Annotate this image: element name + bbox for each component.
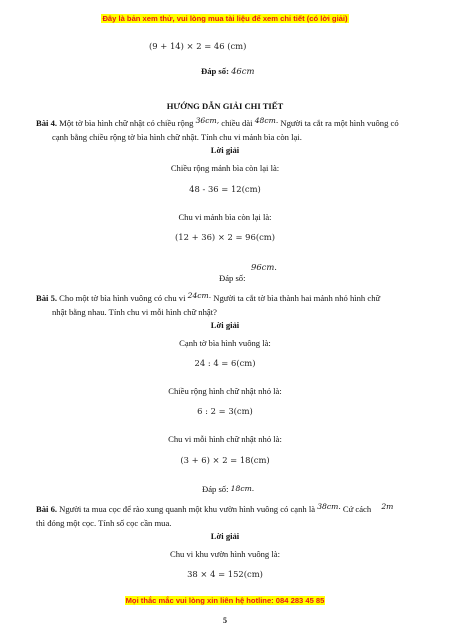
bai6-text-1: Người ta mua cọc để rào xung quanh một khu vườn hình vuông có cạnh là — [59, 504, 316, 514]
bai5-line2: nhật bằng nhau. Tính chu vi mỗi hình chữ nhật? — [52, 307, 217, 317]
top-expression: (9 + 14) × 2 = 46 (cm) — [149, 41, 247, 51]
bai4-step1-expr: 48 - 36 = 12(cm) — [189, 184, 261, 194]
bai4-step2-expr: (12 + 36) × 2 = 96(cm) — [174, 232, 276, 242]
bai4-step2-text: Chu vi mảnh bìa còn lại là: — [178, 212, 272, 222]
bai5-step1-text: Cạnh tờ bìa hình vuông là: — [179, 338, 271, 348]
bai5-solution-label: Lời giải — [210, 320, 240, 330]
bai6-text-2: Cứ cách — [342, 504, 372, 514]
bai5-step2-expr: 6 : 2 = 3(cm) — [197, 406, 253, 416]
bai5-label: Bài 5. — [36, 293, 58, 303]
top-answer-value: 46cm — [231, 66, 255, 76]
bai4-text-1: Một tờ bìa hình chữ nhật có chiều rộng — [59, 118, 194, 128]
bai5-answer-value: 18cm. — [230, 484, 255, 493]
bai6-step1-expr: 38 × 4 = 152(cm) — [187, 569, 263, 579]
bai5-answer-label: Đáp số: — [202, 484, 229, 494]
bai5-step1-expr: 24 : 4 = 6(cm) — [194, 358, 256, 368]
bai4-answer-value: 96cm. — [251, 262, 277, 272]
bai4-line1 — [36, 118, 399, 128]
top-answer — [201, 66, 254, 76]
bai5-step3-text: Chu vi mỗi hình chữ nhật nhỏ là: — [168, 434, 282, 444]
bai4-line2: cạnh bằng chiều rộng tờ bìa hình chữ nhật. Tính chu vi mảnh bìa còn lại. — [52, 132, 302, 142]
bai4-solution-label: Lời giải — [210, 145, 240, 155]
section-title: HƯỚNG DẪN GIẢI CHI TIẾT — [166, 101, 284, 111]
bai4-length-value: 48cm. — [254, 116, 279, 125]
bai5-text-1: Cho một tờ bìa hình vuông có chu vi — [59, 293, 186, 303]
bai4-step1-text: Chiều rộng mảnh bìa còn lại là: — [170, 163, 280, 173]
bai4-width-value: 36cm, — [195, 116, 220, 125]
bai4-label: Bài 4. — [36, 118, 58, 128]
bai6-label: Bài 6. — [36, 504, 58, 514]
top-answer-label: Đáp số: — [201, 66, 229, 76]
bai5-line1 — [36, 293, 380, 303]
bai4-text-2: chiều dài — [221, 118, 253, 128]
bai4-answer-label: Đáp số: — [219, 273, 246, 283]
footer-banner: Mọi thắc mắc vui lòng xin liên hệ hotline: 084 283 45 85 — [125, 596, 325, 605]
bai4-text-3: Người ta cắt ra một hình vuông có — [280, 118, 399, 128]
bai6-gap-value: 2m — [381, 502, 394, 511]
bai5-perimeter-value: 24cm. — [187, 291, 212, 300]
page-number: 5 — [223, 616, 227, 625]
header-banner: Đây là bản xem thử, vui lòng mua tài liệu để xem chi tiết (có lời giải) — [102, 14, 348, 23]
bai6-line1 — [36, 504, 393, 514]
bai6-side-value: 38cm. — [317, 502, 341, 511]
bai5-step2-text: Chiều rộng hình chữ nhật nhỏ là: — [168, 386, 282, 396]
bai6-step1-text: Chu vi khu vườn hình vuông là: — [170, 549, 280, 559]
bai5-answer — [202, 484, 254, 494]
bai5-text-2: Người ta cắt tờ bìa thành hai mảnh nhỏ hình chữ — [213, 293, 381, 303]
bai6-solution-label: Lời giải — [210, 531, 240, 541]
bai6-line2: thì đóng một cọc. Tính số cọc cần mua. — [36, 518, 172, 528]
bai5-step3-expr: (3 + 6) × 2 = 18(cm) — [180, 455, 270, 465]
